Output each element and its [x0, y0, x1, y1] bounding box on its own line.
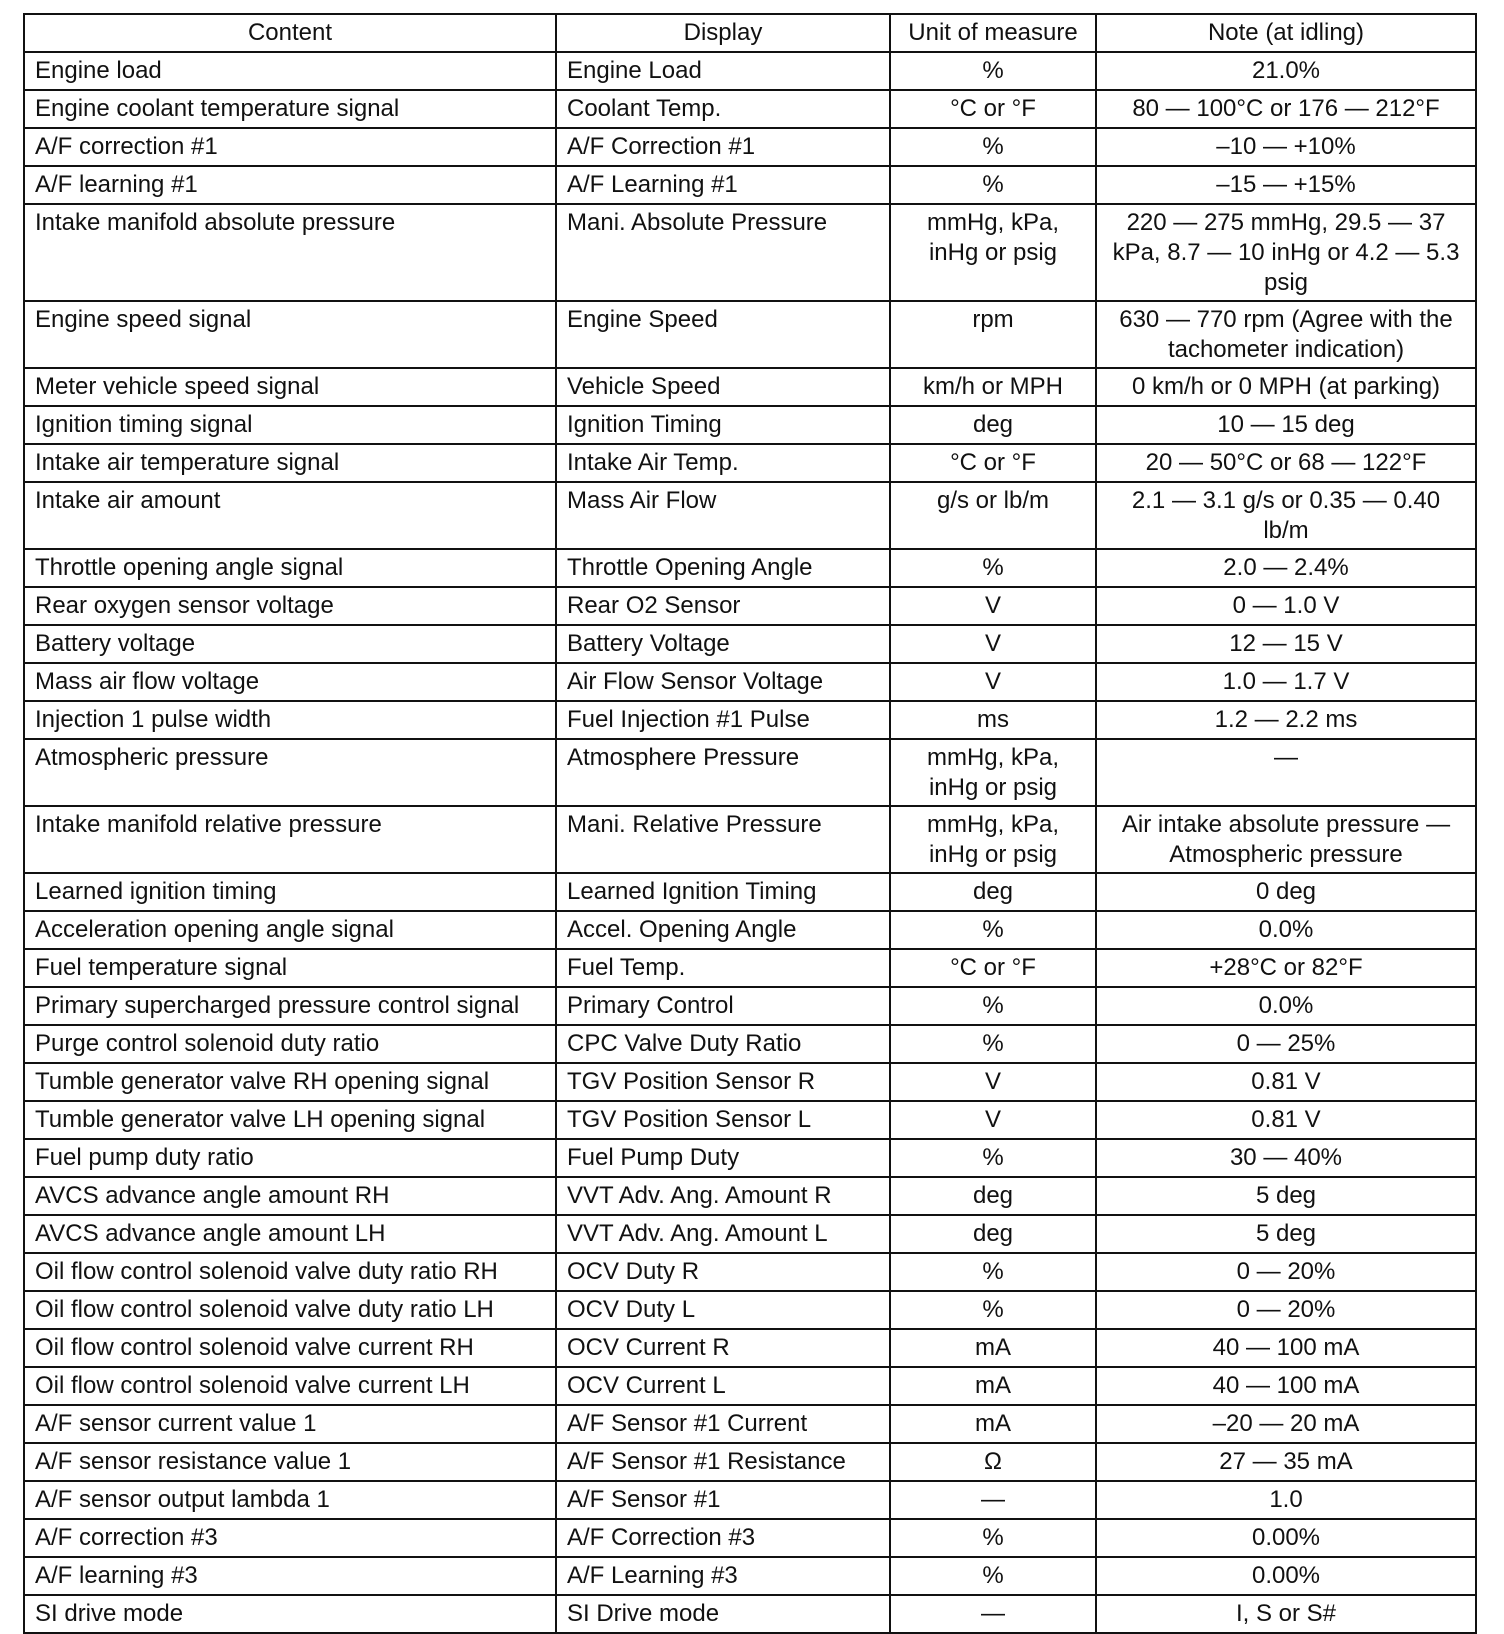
- cell-display: Vehicle Speed: [556, 368, 890, 406]
- cell-content: Learned ignition timing: [24, 873, 556, 911]
- cell-content: A/F learning #3: [24, 1557, 556, 1595]
- cell-unit: %: [890, 1025, 1096, 1063]
- cell-display: Ignition Timing: [556, 406, 890, 444]
- data-table: [23, 13, 1477, 1634]
- cell-unit: %: [890, 1291, 1096, 1329]
- cell-display: Primary Control: [556, 987, 890, 1025]
- table-row: [24, 1329, 1476, 1367]
- cell-content: Oil flow control solenoid valve duty ratio RH: [24, 1253, 556, 1291]
- table-row: [24, 482, 1476, 549]
- cell-content: Oil flow control solenoid valve current LH: [24, 1367, 556, 1405]
- table-row: [24, 406, 1476, 444]
- cell-display: CPC Valve Duty Ratio: [556, 1025, 890, 1063]
- cell-display: Fuel Pump Duty: [556, 1139, 890, 1177]
- cell-note: 0.00%: [1096, 1557, 1476, 1595]
- cell-unit: V: [890, 663, 1096, 701]
- cell-note: 1.0 — 1.7 V: [1096, 663, 1476, 701]
- cell-content: Intake manifold absolute pressure: [24, 204, 556, 301]
- cell-display: Engine Speed: [556, 301, 890, 368]
- table-row: [24, 1443, 1476, 1481]
- cell-unit: %: [890, 52, 1096, 90]
- table-row: [24, 1139, 1476, 1177]
- cell-content: Tumble generator valve RH opening signal: [24, 1063, 556, 1101]
- cell-content: Injection 1 pulse width: [24, 701, 556, 739]
- cell-unit: %: [890, 1519, 1096, 1557]
- cell-content: Purge control solenoid duty ratio: [24, 1025, 556, 1063]
- cell-content: Meter vehicle speed signal: [24, 368, 556, 406]
- cell-note: 630 — 770 rpm (Agree with the tachometer indication): [1096, 301, 1476, 368]
- cell-display: OCV Duty L: [556, 1291, 890, 1329]
- header-display: Display: [556, 14, 890, 52]
- table-row: [24, 1519, 1476, 1557]
- cell-note: 0 — 20%: [1096, 1291, 1476, 1329]
- cell-content: Intake air temperature signal: [24, 444, 556, 482]
- cell-note: 5 deg: [1096, 1177, 1476, 1215]
- table-row: [24, 1481, 1476, 1519]
- table-row: [24, 166, 1476, 204]
- cell-display: OCV Duty R: [556, 1253, 890, 1291]
- cell-note: 0 km/h or 0 MPH (at parking): [1096, 368, 1476, 406]
- cell-unit: %: [890, 1253, 1096, 1291]
- cell-content: Oil flow control solenoid valve duty ratio LH: [24, 1291, 556, 1329]
- cell-unit: °C or °F: [890, 949, 1096, 987]
- cell-content: A/F correction #1: [24, 128, 556, 166]
- cell-note: 0.81 V: [1096, 1063, 1476, 1101]
- cell-display: A/F Sensor #1 Resistance: [556, 1443, 890, 1481]
- table-row: [24, 1063, 1476, 1101]
- cell-content: Atmospheric pressure: [24, 739, 556, 806]
- cell-display: Learned Ignition Timing: [556, 873, 890, 911]
- cell-note: 1.2 — 2.2 ms: [1096, 701, 1476, 739]
- cell-content: SI drive mode: [24, 1595, 556, 1633]
- cell-display: OCV Current R: [556, 1329, 890, 1367]
- table-row: [24, 1595, 1476, 1633]
- cell-note: 0.00%: [1096, 1519, 1476, 1557]
- table-row: [24, 587, 1476, 625]
- cell-note: Air intake absolute pressure — Atmospheric pressure: [1096, 806, 1476, 873]
- cell-unit: deg: [890, 406, 1096, 444]
- cell-note: I, S or S#: [1096, 1595, 1476, 1633]
- header-note: Note (at idling): [1096, 14, 1476, 52]
- header-content: Content: [24, 14, 556, 52]
- cell-display: A/F Sensor #1 Current: [556, 1405, 890, 1443]
- cell-note: 12 — 15 V: [1096, 625, 1476, 663]
- table-row: [24, 1405, 1476, 1443]
- cell-note: +28°C or 82°F: [1096, 949, 1476, 987]
- cell-content: Mass air flow voltage: [24, 663, 556, 701]
- table-row: [24, 1367, 1476, 1405]
- table-row: [24, 625, 1476, 663]
- table-row: [24, 663, 1476, 701]
- cell-unit: mA: [890, 1405, 1096, 1443]
- cell-content: A/F correction #3: [24, 1519, 556, 1557]
- cell-display: TGV Position Sensor L: [556, 1101, 890, 1139]
- cell-unit: ms: [890, 701, 1096, 739]
- cell-display: Rear O2 Sensor: [556, 587, 890, 625]
- cell-display: OCV Current L: [556, 1367, 890, 1405]
- header-row: [24, 14, 1476, 52]
- cell-display: Engine Load: [556, 52, 890, 90]
- cell-display: Mani. Absolute Pressure: [556, 204, 890, 301]
- cell-display: A/F Learning #1: [556, 166, 890, 204]
- cell-content: Fuel pump duty ratio: [24, 1139, 556, 1177]
- table-row: [24, 204, 1476, 301]
- table-body: [24, 52, 1476, 1633]
- cell-content: Rear oxygen sensor voltage: [24, 587, 556, 625]
- cell-display: Mani. Relative Pressure: [556, 806, 890, 873]
- cell-note: 21.0%: [1096, 52, 1476, 90]
- cell-note: –15 — +15%: [1096, 166, 1476, 204]
- cell-display: A/F Correction #1: [556, 128, 890, 166]
- table-row: [24, 1253, 1476, 1291]
- cell-note: 1.0: [1096, 1481, 1476, 1519]
- table-row: [24, 128, 1476, 166]
- cell-unit: mmHg, kPa, inHg or psig: [890, 204, 1096, 301]
- table-row: [24, 701, 1476, 739]
- cell-content: Acceleration opening angle signal: [24, 911, 556, 949]
- cell-content: Engine load: [24, 52, 556, 90]
- cell-unit: rpm: [890, 301, 1096, 368]
- cell-display: Atmosphere Pressure: [556, 739, 890, 806]
- cell-content: Throttle opening angle signal: [24, 549, 556, 587]
- cell-note: 0.81 V: [1096, 1101, 1476, 1139]
- cell-unit: V: [890, 587, 1096, 625]
- cell-unit: %: [890, 1557, 1096, 1595]
- cell-note: 27 — 35 mA: [1096, 1443, 1476, 1481]
- cell-display: Accel. Opening Angle: [556, 911, 890, 949]
- table-row: [24, 873, 1476, 911]
- header-unit: Unit of measure: [890, 14, 1096, 52]
- table-row: [24, 301, 1476, 368]
- table-row: [24, 90, 1476, 128]
- table-row: [24, 739, 1476, 806]
- cell-content: Oil flow control solenoid valve current RH: [24, 1329, 556, 1367]
- table-row: [24, 1215, 1476, 1253]
- cell-display: A/F Correction #3: [556, 1519, 890, 1557]
- table-row: [24, 444, 1476, 482]
- cell-note: 40 — 100 mA: [1096, 1329, 1476, 1367]
- cell-display: TGV Position Sensor R: [556, 1063, 890, 1101]
- cell-note: 0.0%: [1096, 911, 1476, 949]
- cell-note: –10 — +10%: [1096, 128, 1476, 166]
- cell-display: Intake Air Temp.: [556, 444, 890, 482]
- cell-display: Throttle Opening Angle: [556, 549, 890, 587]
- cell-unit: —: [890, 1595, 1096, 1633]
- cell-note: 40 — 100 mA: [1096, 1367, 1476, 1405]
- cell-content: Battery voltage: [24, 625, 556, 663]
- cell-content: Ignition timing signal: [24, 406, 556, 444]
- table-row: [24, 52, 1476, 90]
- cell-unit: mmHg, kPa, inHg or psig: [890, 806, 1096, 873]
- cell-content: Intake air amount: [24, 482, 556, 549]
- cell-note: 0 — 20%: [1096, 1253, 1476, 1291]
- cell-content: AVCS advance angle amount RH: [24, 1177, 556, 1215]
- cell-content: A/F sensor output lambda 1: [24, 1481, 556, 1519]
- cell-unit: mA: [890, 1329, 1096, 1367]
- table-row: [24, 1025, 1476, 1063]
- table-row: [24, 949, 1476, 987]
- cell-unit: g/s or lb/m: [890, 482, 1096, 549]
- cell-unit: %: [890, 911, 1096, 949]
- cell-content: Engine speed signal: [24, 301, 556, 368]
- cell-unit: mmHg, kPa, inHg or psig: [890, 739, 1096, 806]
- cell-content: Primary supercharged pressure control signal: [24, 987, 556, 1025]
- cell-display: A/F Sensor #1: [556, 1481, 890, 1519]
- table-row: [24, 1557, 1476, 1595]
- cell-unit: %: [890, 987, 1096, 1025]
- cell-note: –20 — 20 mA: [1096, 1405, 1476, 1443]
- cell-content: A/F sensor current value 1: [24, 1405, 556, 1443]
- table-row: [24, 987, 1476, 1025]
- cell-note: 2.1 — 3.1 g/s or 0.35 — 0.40 lb/m: [1096, 482, 1476, 549]
- table-row: [24, 806, 1476, 873]
- cell-display: Fuel Injection #1 Pulse: [556, 701, 890, 739]
- cell-unit: %: [890, 166, 1096, 204]
- spec-sheet: [23, 13, 1475, 1634]
- cell-display: VVT Adv. Ang. Amount L: [556, 1215, 890, 1253]
- cell-unit: V: [890, 1063, 1096, 1101]
- table-row: [24, 368, 1476, 406]
- cell-unit: km/h or MPH: [890, 368, 1096, 406]
- cell-display: Battery Voltage: [556, 625, 890, 663]
- cell-content: A/F learning #1: [24, 166, 556, 204]
- table-row: [24, 911, 1476, 949]
- cell-display: SI Drive mode: [556, 1595, 890, 1633]
- cell-display: Air Flow Sensor Voltage: [556, 663, 890, 701]
- cell-note: 20 — 50°C or 68 — 122°F: [1096, 444, 1476, 482]
- cell-content: Intake manifold relative pressure: [24, 806, 556, 873]
- table-row: [24, 1101, 1476, 1139]
- cell-unit: %: [890, 549, 1096, 587]
- cell-unit: V: [890, 625, 1096, 663]
- cell-content: A/F sensor resistance value 1: [24, 1443, 556, 1481]
- cell-unit: %: [890, 128, 1096, 166]
- cell-unit: V: [890, 1101, 1096, 1139]
- cell-unit: deg: [890, 873, 1096, 911]
- cell-note: 0 — 1.0 V: [1096, 587, 1476, 625]
- cell-unit: %: [890, 1139, 1096, 1177]
- cell-note: 5 deg: [1096, 1215, 1476, 1253]
- cell-note: 10 — 15 deg: [1096, 406, 1476, 444]
- cell-content: AVCS advance angle amount LH: [24, 1215, 556, 1253]
- cell-note: 80 — 100°C or 176 — 212°F: [1096, 90, 1476, 128]
- cell-note: 2.0 — 2.4%: [1096, 549, 1476, 587]
- table-row: [24, 1177, 1476, 1215]
- cell-unit: deg: [890, 1215, 1096, 1253]
- cell-content: Tumble generator valve LH opening signal: [24, 1101, 556, 1139]
- cell-note: 30 — 40%: [1096, 1139, 1476, 1177]
- cell-display: Fuel Temp.: [556, 949, 890, 987]
- cell-unit: —: [890, 1481, 1096, 1519]
- cell-unit: °C or °F: [890, 90, 1096, 128]
- cell-note: 0.0%: [1096, 987, 1476, 1025]
- cell-note: 0 — 25%: [1096, 1025, 1476, 1063]
- cell-content: Fuel temperature signal: [24, 949, 556, 987]
- cell-note: —: [1096, 739, 1476, 806]
- cell-unit: deg: [890, 1177, 1096, 1215]
- cell-display: A/F Learning #3: [556, 1557, 890, 1595]
- cell-display: Mass Air Flow: [556, 482, 890, 549]
- table-header: [24, 14, 1476, 52]
- cell-unit: Ω: [890, 1443, 1096, 1481]
- cell-display: VVT Adv. Ang. Amount R: [556, 1177, 890, 1215]
- table-row: [24, 1291, 1476, 1329]
- cell-note: 0 deg: [1096, 873, 1476, 911]
- cell-display: Coolant Temp.: [556, 90, 890, 128]
- cell-note: 220 — 275 mmHg, 29.5 — 37 kPa, 8.7 — 10 inHg or 4.2 — 5.3 psig: [1096, 204, 1476, 301]
- cell-content: Engine coolant temperature signal: [24, 90, 556, 128]
- table-row: [24, 549, 1476, 587]
- cell-unit: °C or °F: [890, 444, 1096, 482]
- cell-unit: mA: [890, 1367, 1096, 1405]
